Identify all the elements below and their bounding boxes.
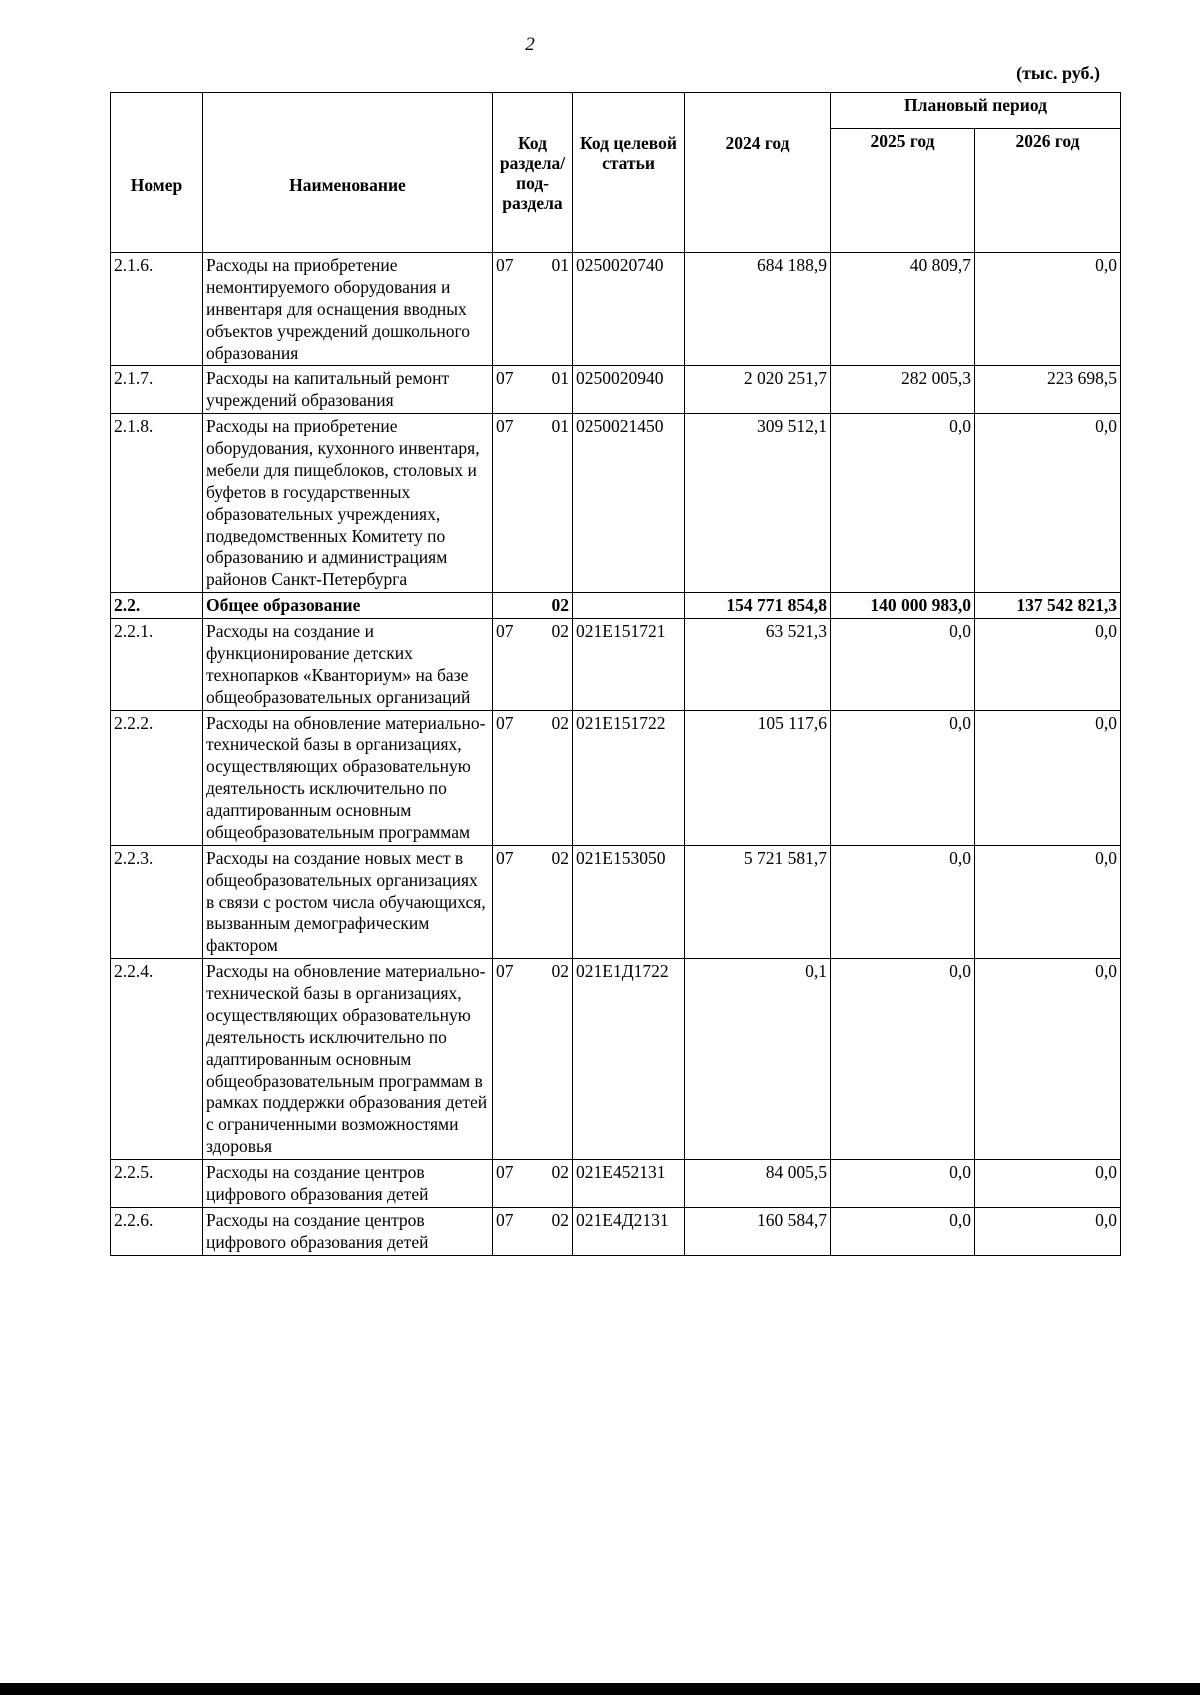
table-body — [111, 253, 1121, 1256]
row-number: 2.2.1. — [111, 619, 203, 711]
row-target-code: 021E153050 — [573, 845, 685, 958]
table-row — [111, 414, 1121, 593]
row-number: 2.1.8. — [111, 414, 203, 593]
row-value-2025: 0,0 — [831, 1160, 975, 1208]
header-section-code: Код раздела/ под-раздела — [493, 93, 573, 253]
row-name: Расходы на капитальный ремонт учреждений образования — [203, 366, 493, 414]
header-year-2024: 2024 год — [685, 93, 831, 253]
row-name: Расходы на создание и функционирование детских технопарков «Кванториум» на базе общеобразовательных организаций — [203, 619, 493, 711]
table-header — [111, 93, 1121, 253]
row-number: 2.2.2. — [111, 710, 203, 845]
table-row — [111, 366, 1121, 414]
row-section-code — [493, 593, 573, 619]
section: 07 — [496, 1162, 514, 1182]
row-value-2025: 0,0 — [831, 845, 975, 958]
row-name: Расходы на создание новых мест в общеобразовательных организациях в связи с ростом числа обучающихся, вызванным демографическим фактором — [203, 845, 493, 958]
row-target-code: 021E4Д2131 — [573, 1207, 685, 1255]
row-value-2025: 0,0 — [831, 959, 975, 1160]
row-value-2024: 154 771 854,8 — [685, 593, 831, 619]
subsection: 02 — [551, 621, 569, 641]
row-section-code — [493, 414, 573, 593]
row-value-2025: 40 809,7 — [831, 253, 975, 366]
subsection: 02 — [551, 595, 569, 616]
row-value-2026: 0,0 — [975, 619, 1121, 711]
row-target-code: 021E452131 — [573, 1160, 685, 1208]
row-value-2026: 0,0 — [975, 710, 1121, 845]
row-value-2025: 282 005,3 — [831, 366, 975, 414]
row-section-code — [493, 959, 573, 1160]
table-row — [111, 710, 1121, 845]
subsection: 02 — [551, 847, 569, 868]
row-value-2024: 5 721 581,7 — [685, 845, 831, 958]
row-target-code: 021E1Д1722 — [573, 959, 685, 1160]
header-number: Номер — [111, 93, 203, 253]
scan-bottom-border — [0, 1683, 1200, 1695]
row-name: Расходы на обновление материально-технической базы в организациях, осуществляющих образовательную деятельность исключительно по адаптированным основным общеобразовательным программам — [203, 710, 493, 845]
table-row — [111, 845, 1121, 958]
row-value-2024: 309 512,1 — [685, 414, 831, 593]
table-row — [111, 619, 1121, 711]
row-number: 2.2. — [111, 593, 203, 619]
row-section-code — [493, 366, 573, 414]
row-name: Общее образование — [203, 593, 493, 619]
section: 07 — [496, 621, 514, 641]
section: 07 — [496, 712, 514, 733]
row-target-code: 0250020940 — [573, 366, 685, 414]
table-row — [111, 253, 1121, 366]
subsection: 02 — [551, 961, 569, 982]
header-name: Наименование — [203, 93, 493, 253]
row-value-2026: 0,0 — [975, 959, 1121, 1160]
row-name: Расходы на создание центров цифрового образования детей — [203, 1207, 493, 1255]
row-value-2024: 0,1 — [685, 959, 831, 1160]
budget-table — [110, 92, 1121, 1256]
row-value-2024: 105 117,6 — [685, 710, 831, 845]
table-row — [111, 593, 1121, 619]
row-value-2026: 0,0 — [975, 414, 1121, 593]
row-value-2025: 0,0 — [831, 414, 975, 593]
row-value-2026: 0,0 — [975, 1160, 1121, 1208]
table-row — [111, 959, 1121, 1160]
row-value-2026: 0,0 — [975, 1207, 1121, 1255]
row-target-code: 021E151721 — [573, 619, 685, 711]
row-number: 2.1.7. — [111, 366, 203, 414]
row-number: 2.2.3. — [111, 845, 203, 958]
section: 07 — [496, 368, 514, 389]
section: 07 — [496, 961, 514, 982]
table-row — [111, 1160, 1121, 1208]
section: 07 — [496, 255, 514, 275]
row-number: 2.2.4. — [111, 959, 203, 1160]
row-name: Расходы на обновление материально-технической базы в организациях, осуществляющих образовательную деятельность исключительно по адаптированным основным общеобразовательным программам в рамках поддержки образования детей с ограниченными возможностями здоровья — [203, 959, 493, 1160]
subsection: 02 — [551, 712, 569, 733]
header-year-2025: 2025 год — [831, 129, 975, 253]
row-section-code — [493, 845, 573, 958]
row-value-2026: 223 698,5 — [975, 366, 1121, 414]
row-target-code: 0250020740 — [573, 253, 685, 366]
row-name: Расходы на создание центров цифрового образования детей — [203, 1160, 493, 1208]
subsection: 02 — [551, 1162, 569, 1182]
row-value-2026: 0,0 — [975, 845, 1121, 958]
row-target-code: 021E151722 — [573, 710, 685, 845]
row-value-2026: 137 542 821,3 — [975, 593, 1121, 619]
row-value-2024: 63 521,3 — [685, 619, 831, 711]
row-section-code — [493, 1160, 573, 1208]
row-number: 2.1.6. — [111, 253, 203, 366]
row-value-2024: 160 584,7 — [685, 1207, 831, 1255]
units-label: (тыс. руб.) — [1016, 63, 1100, 83]
header-target-code: Код целевой статьи — [573, 93, 685, 253]
row-section-code — [493, 1207, 573, 1255]
row-value-2025: 0,0 — [831, 619, 975, 711]
subsection: 01 — [551, 255, 569, 275]
subsection: 01 — [551, 368, 569, 389]
row-target-code: 0250021450 — [573, 414, 685, 593]
page-number: 2 — [525, 34, 535, 55]
row-section-code — [493, 253, 573, 366]
row-value-2024: 84 005,5 — [685, 1160, 831, 1208]
row-value-2025: 0,0 — [831, 1207, 975, 1255]
header-year-2026: 2026 год — [975, 129, 1121, 253]
row-section-code — [493, 710, 573, 845]
table-row — [111, 1207, 1121, 1255]
section: 07 — [496, 1209, 514, 1230]
subsection: 02 — [551, 1209, 569, 1230]
section: 07 — [496, 416, 514, 437]
row-value-2024: 684 188,9 — [685, 253, 831, 366]
subsection: 01 — [551, 416, 569, 437]
row-name: Расходы на приобретение оборудования, кухонного инвентаря, мебели для пищеблоков, столовых и буфетов в государственных образовательных учреждениях, подведомственных Комитету по образованию и администрациям районов Санкт-Петербурга — [203, 414, 493, 593]
row-value-2024: 2 020 251,7 — [685, 366, 831, 414]
header-planning-period: Плановый период — [831, 93, 1121, 129]
row-section-code — [493, 619, 573, 711]
row-number: 2.2.6. — [111, 1207, 203, 1255]
row-name: Расходы на приобретение немонтируемого оборудования и инвентаря для оснащения вводных объектов учреждений дошкольного образования — [203, 253, 493, 366]
row-number: 2.2.5. — [111, 1160, 203, 1208]
row-target-code — [573, 593, 685, 619]
row-value-2025: 140 000 983,0 — [831, 593, 975, 619]
section: 07 — [496, 847, 514, 868]
row-value-2025: 0,0 — [831, 710, 975, 845]
row-value-2026: 0,0 — [975, 253, 1121, 366]
